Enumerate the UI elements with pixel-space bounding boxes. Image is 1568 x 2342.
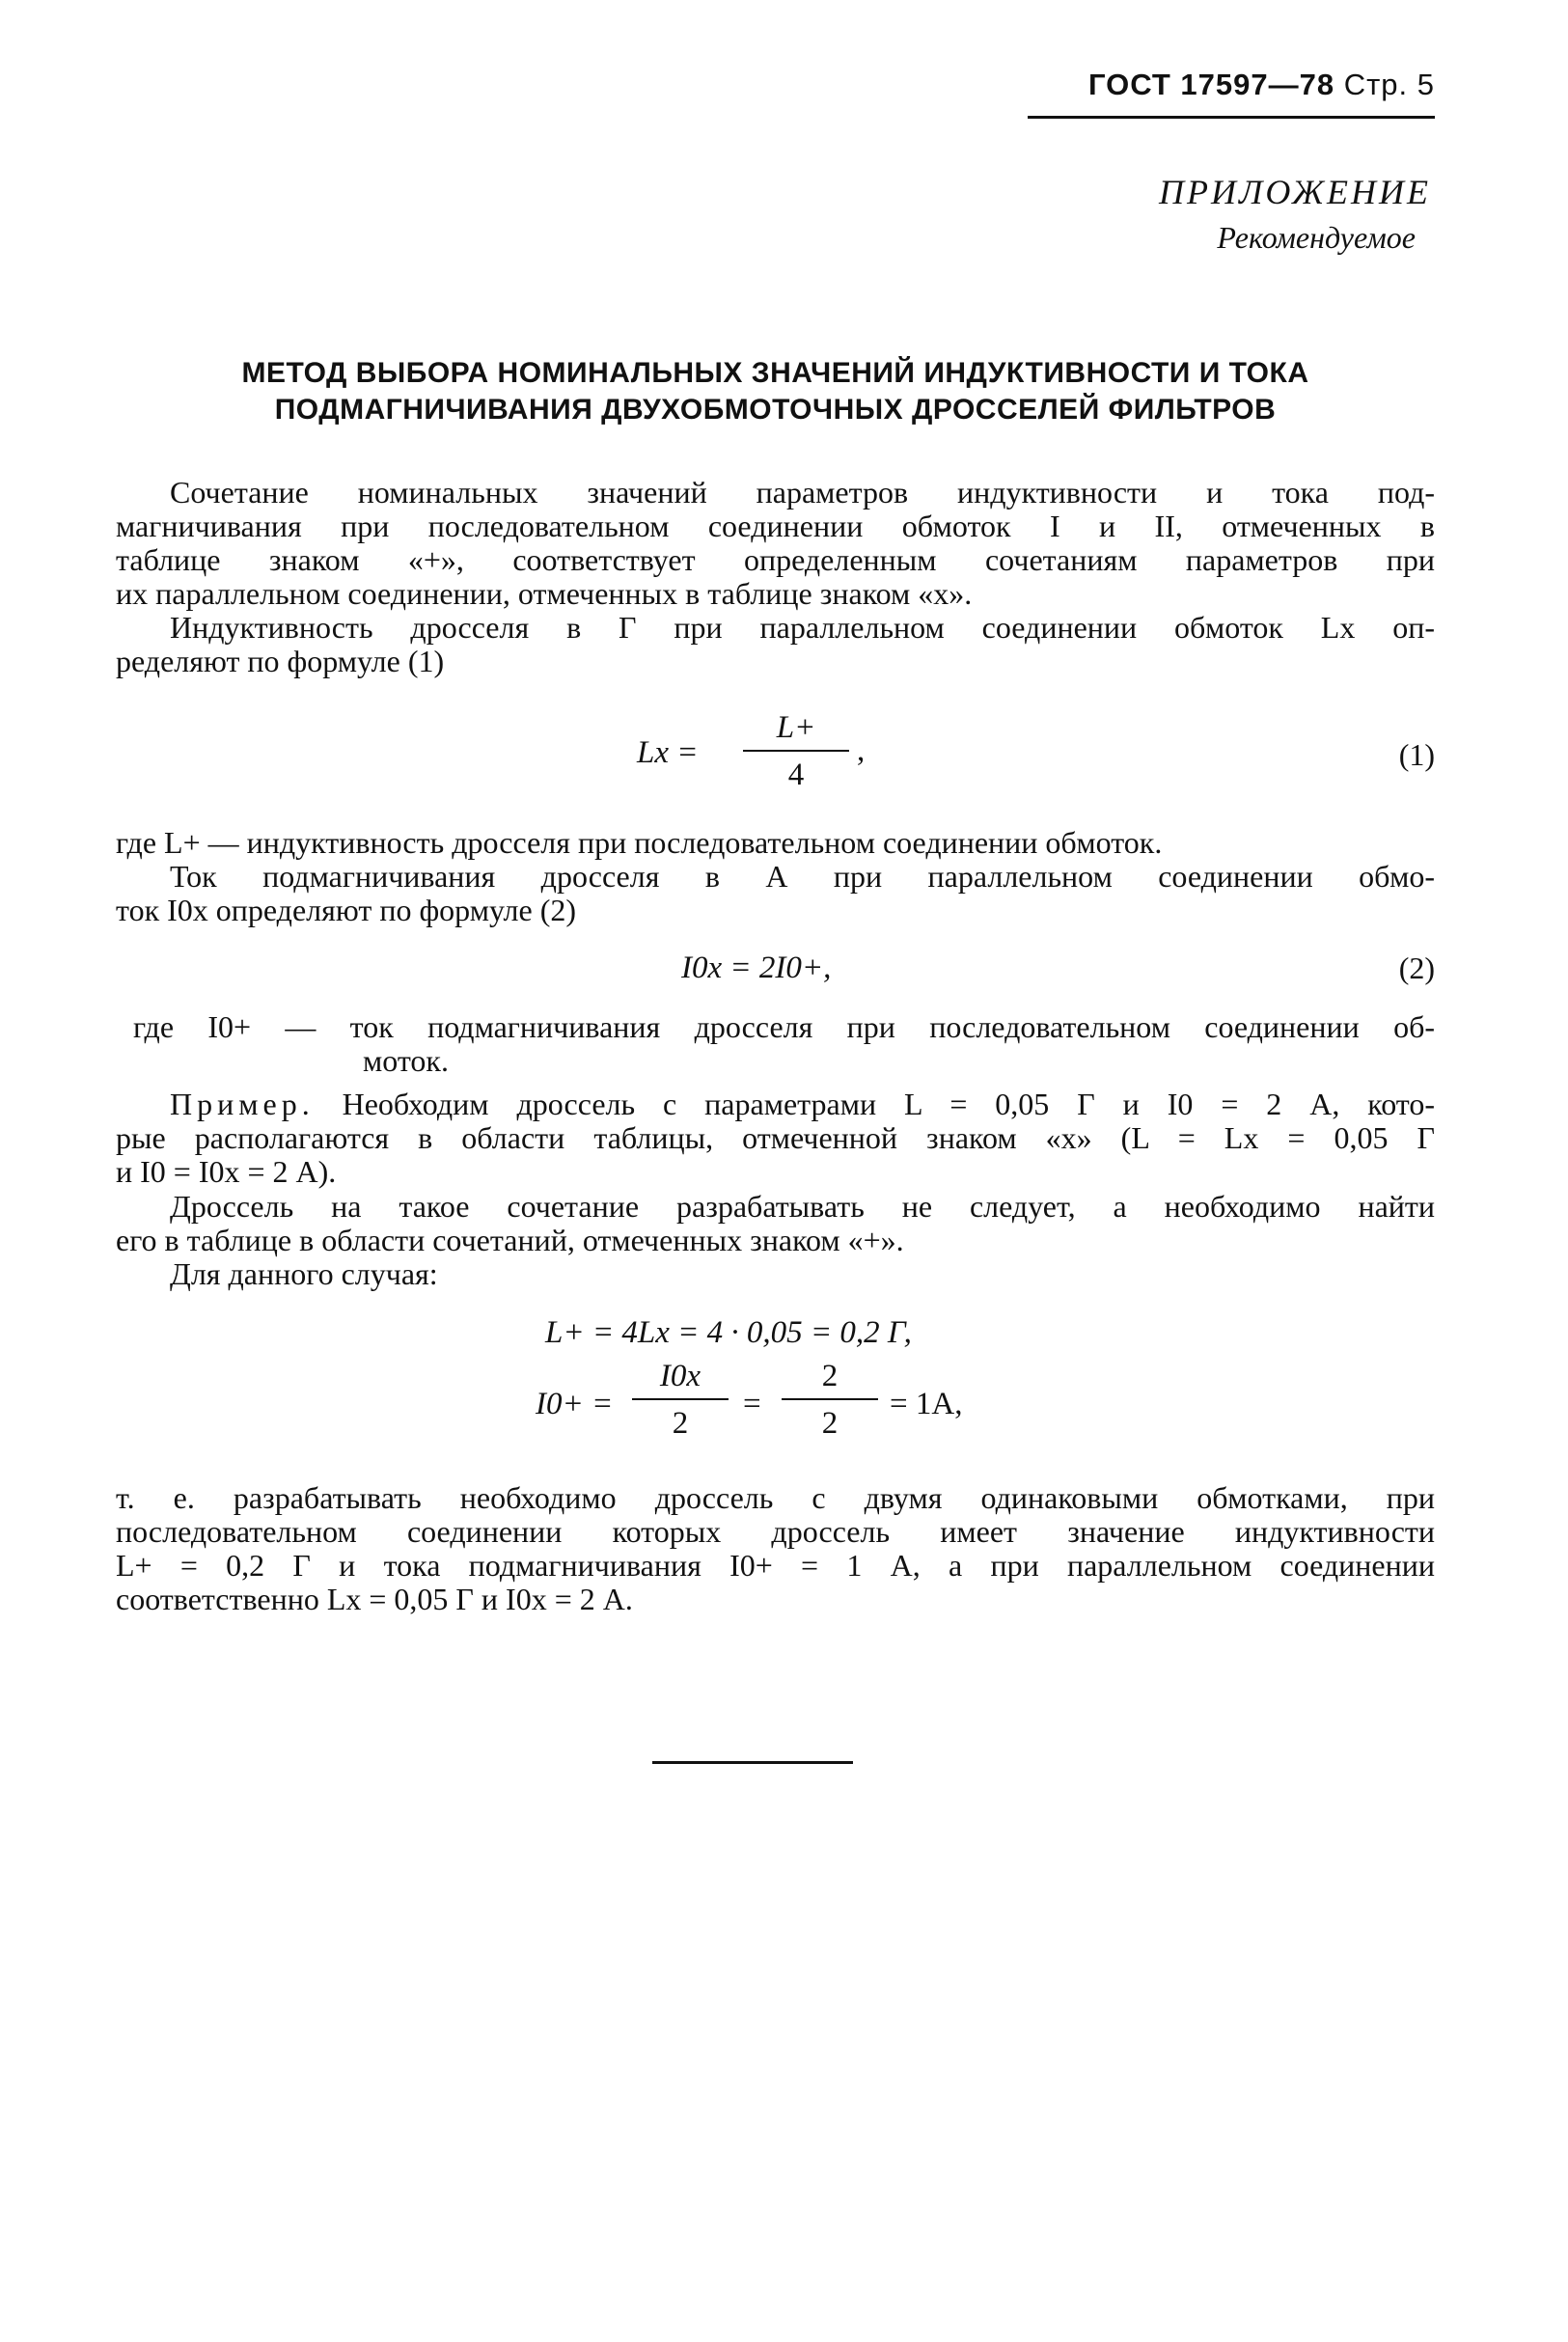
paragraph-2	[116, 611, 1435, 678]
example-lead: Пример.	[170, 1087, 315, 1121]
formula-4-numerator-2: 2	[782, 1359, 878, 1400]
paragraph-6	[116, 1088, 1435, 1189]
formula-2: I0х = 2I0+,	[681, 951, 832, 985]
paragraph-3: где L+ — индуктивность дросселя при последовательном соединении обмоток.	[116, 825, 1163, 860]
header-rule	[1028, 116, 1435, 119]
paragraph-4	[116, 860, 1435, 927]
paragraph-9-line: т. е. разрабатывать необходимо дроссель с двумя одинаковыми обмотками, при	[116, 1480, 1435, 1515]
paragraph-2-line: ределяют по формуле (1)	[116, 644, 445, 678]
formula-4-rhs: = 1А,	[890, 1387, 963, 1421]
paragraph-9-line: соответственно Lх = 0,05 Г и I0х = 2 А.	[116, 1582, 633, 1616]
paragraph-7-line: Дроссель на такое сочетание разрабатывать не следует, а необходимо найти	[170, 1189, 1435, 1224]
standard-number: ГОСТ 17597—78	[1087, 68, 1335, 101]
paragraph-6-line: и I0 = I0х = 2 А).	[116, 1154, 337, 1189]
paragraph-8: Для данного случая:	[170, 1256, 438, 1291]
formula-1-comma: ,	[857, 733, 866, 768]
page-number: Стр. 5	[1343, 68, 1435, 101]
formula-4-equals: =	[743, 1387, 761, 1421]
formula-4-numerator-1: I0х	[632, 1359, 729, 1400]
paragraph-6-text: Необходим дроссель с параметрами L = 0,05 Г и I0 = 2 А, кото-	[314, 1087, 1435, 1121]
appendix-status: Рекомендуемое	[1217, 220, 1416, 255]
formula-4-denominator-1: 2	[672, 1406, 689, 1441]
formula-4-lhs: I0+ =	[536, 1387, 614, 1421]
paragraph-9-line: последовательном соединении которых дроссель имеет значение индуктивности	[116, 1514, 1435, 1549]
formula-1-numerator: L+	[743, 710, 849, 752]
title-line-1: МЕТОД ВЫБОРА НОМИНАЛЬНЫХ ЗНАЧЕНИЙ ИНДУКТИВНОСТИ И ТОКА	[241, 357, 1309, 389]
formula-2-number: (2)	[1398, 951, 1435, 985]
formula-4-fraction-1	[632, 1359, 729, 1442]
paragraph-5-line: где I0+ — ток подмагничивания дросселя при последовательном соединении об-	[133, 1009, 1435, 1044]
paragraph-2-line: Индуктивность дросселя в Г при параллельном соединении обмоток Lх оп-	[170, 610, 1435, 645]
end-rule	[652, 1761, 853, 1764]
section-title	[116, 355, 1435, 428]
formula-4-denominator-2: 2	[821, 1406, 839, 1441]
paragraph-9	[116, 1481, 1435, 1616]
page-header	[1088, 68, 1435, 102]
paragraph-1-line: их параллельном соединении, отмеченных в таблице знаком «х».	[116, 576, 973, 611]
paragraph-4-line: ток I0х определяют по формуле (2)	[116, 893, 577, 927]
paragraph-1-line: магничивания при последовательном соединении обмоток I и II, отмеченных в	[116, 509, 1435, 543]
appendix-label: ПРИЛОЖЕНИЕ	[1159, 173, 1431, 211]
formula-1-number: (1)	[1398, 737, 1435, 772]
paragraph-6-line: рые располагаются в области таблицы, отмеченной знаком «х» (L = Lх = 0,05 Г	[116, 1120, 1435, 1155]
paragraph-6-line	[116, 1088, 1435, 1121]
formula-1-lhs: Lх =	[637, 735, 699, 770]
formula-1-fraction	[743, 710, 849, 793]
paragraph-1-line: таблице знаком «+», соответствует определенным сочетаниям параметров при	[116, 542, 1435, 577]
paragraph-5-line: моток.	[363, 1043, 449, 1078]
paragraph-1-line: Сочетание номинальных значений параметров индуктивности и тока под-	[170, 475, 1435, 510]
paragraph-7-line: его в таблице в области сочетаний, отмеченных знаком «+».	[116, 1223, 904, 1257]
paragraph-5	[133, 1010, 1435, 1078]
paragraph-7	[116, 1190, 1435, 1257]
formula-1-denominator: 4	[787, 758, 805, 792]
paragraph-4-line: Ток подмагничивания дросселя в А при параллельном соединении обмо-	[170, 859, 1435, 894]
formula-3: L+ = 4Lх = 4 · 0,05 = 0,2 Г,	[545, 1315, 912, 1350]
paragraph-1	[116, 476, 1435, 611]
formula-4-fraction-2	[782, 1359, 878, 1442]
paragraph-9-line: L+ = 0,2 Г и тока подмагничивания I0+ = 1 А, а при параллельном соединении	[116, 1548, 1435, 1583]
title-line-2: ПОДМАГНИЧИВАНИЯ ДВУХОБМОТОЧНЫХ ДРОССЕЛЕЙ ФИЛЬТРОВ	[274, 394, 1277, 426]
